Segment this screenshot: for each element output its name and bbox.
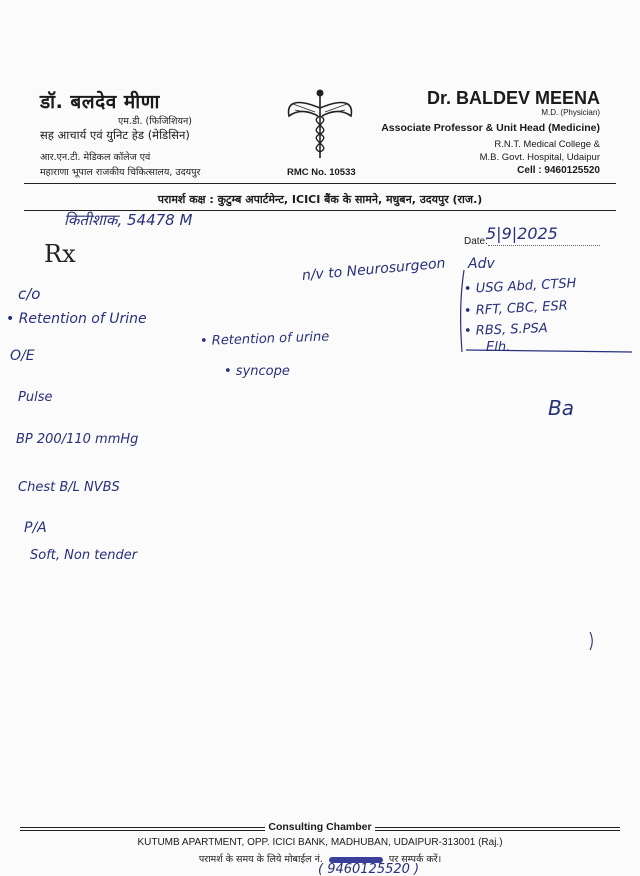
exam-item: P/A <box>24 520 47 536</box>
date-label: Date: <box>464 236 488 247</box>
hindi-doctor-name: डॉ. बलदेव मीणा <box>40 91 160 113</box>
hindi-title: सह आचार्य एवं युनिट हेड (मेडिसिन) <box>40 128 190 142</box>
english-title: Associate Professor & Unit Head (Medicine) <box>381 122 600 134</box>
hindi-affiliation-1: आर.एन.टी. मेडिकल कॉलेज एवं <box>40 152 151 163</box>
exam-item: Soft, Non tender <box>30 548 138 563</box>
referral-note: n/v to Neurosurgeon <box>301 255 447 284</box>
hindi-qualification: एम.डी. (फिजिशियन) <box>118 116 192 127</box>
footer-contact-before: परामर्श के समय के लिये मोबाईल नं. <box>198 854 323 865</box>
english-affiliation-2: M.B. Govt. Hospital, Udaipur <box>479 152 600 163</box>
english-doctor-name: Dr. BALDEV MEENA <box>426 88 600 108</box>
complaint-header: c/o <box>18 285 41 303</box>
complaint-item: • syncope <box>224 364 290 379</box>
clinic-address-line: परामर्श कक्ष : कुटुम्ब अपार्टमेन्ट, ICICI बैंक के सामने, मधुबन, उदयपुर (राज.) <box>157 193 483 206</box>
footer-contact-after: पर सम्पर्क करें। <box>388 854 442 865</box>
advice-item: Elh. <box>486 340 511 355</box>
exam-item: BP 200/110 mmHg <box>16 432 139 447</box>
footer-address: KUTUMB APARTMENT, OPP. ICICI BANK, MADHUBAN, UDAIPUR-313001 (Raj.) <box>137 837 503 848</box>
english-qualification: M.D. (Physician) <box>541 108 600 117</box>
exam-item: O/E <box>10 348 35 364</box>
english-cell-number: Cell : 9460125520 <box>517 165 600 176</box>
caduceus-icon <box>285 86 355 162</box>
advice-header: Adv <box>468 256 495 272</box>
handwritten-mobile: ( 9460125520 ) <box>318 862 420 876</box>
advice-item: • RBS, S.PSA <box>463 321 548 339</box>
advice-bracket-lines <box>456 266 636 358</box>
complaint-item: • Retention of Urine <box>6 311 147 327</box>
hindi-affiliation-2: महाराणा भूपाल राजकीय चिकित्सालय, उदयपुर <box>40 167 201 178</box>
exam-item: Pulse <box>18 390 53 405</box>
patient-name-id: कितीशाक, 54478 M <box>64 211 193 229</box>
handwritten-date: 5|9|2025 <box>486 224 558 243</box>
doctor-signature: Ba <box>548 396 574 420</box>
stray-mark <box>586 630 596 652</box>
english-affiliation-1: R.N.T. Medical College & <box>494 139 600 150</box>
advice-item: • RFT, CBC, ESR <box>463 298 569 319</box>
rx-symbol: Rx <box>44 240 76 268</box>
header-rule-top <box>24 183 616 184</box>
advice-item: • USG Abd, CTSH <box>463 276 577 297</box>
complaint-item: • Retention of urine <box>199 329 330 349</box>
footer-title: Consulting Chamber <box>20 821 620 833</box>
exam-item: Chest B/L NVBS <box>18 480 120 495</box>
rmc-number: RMC No. 10533 <box>287 167 356 178</box>
